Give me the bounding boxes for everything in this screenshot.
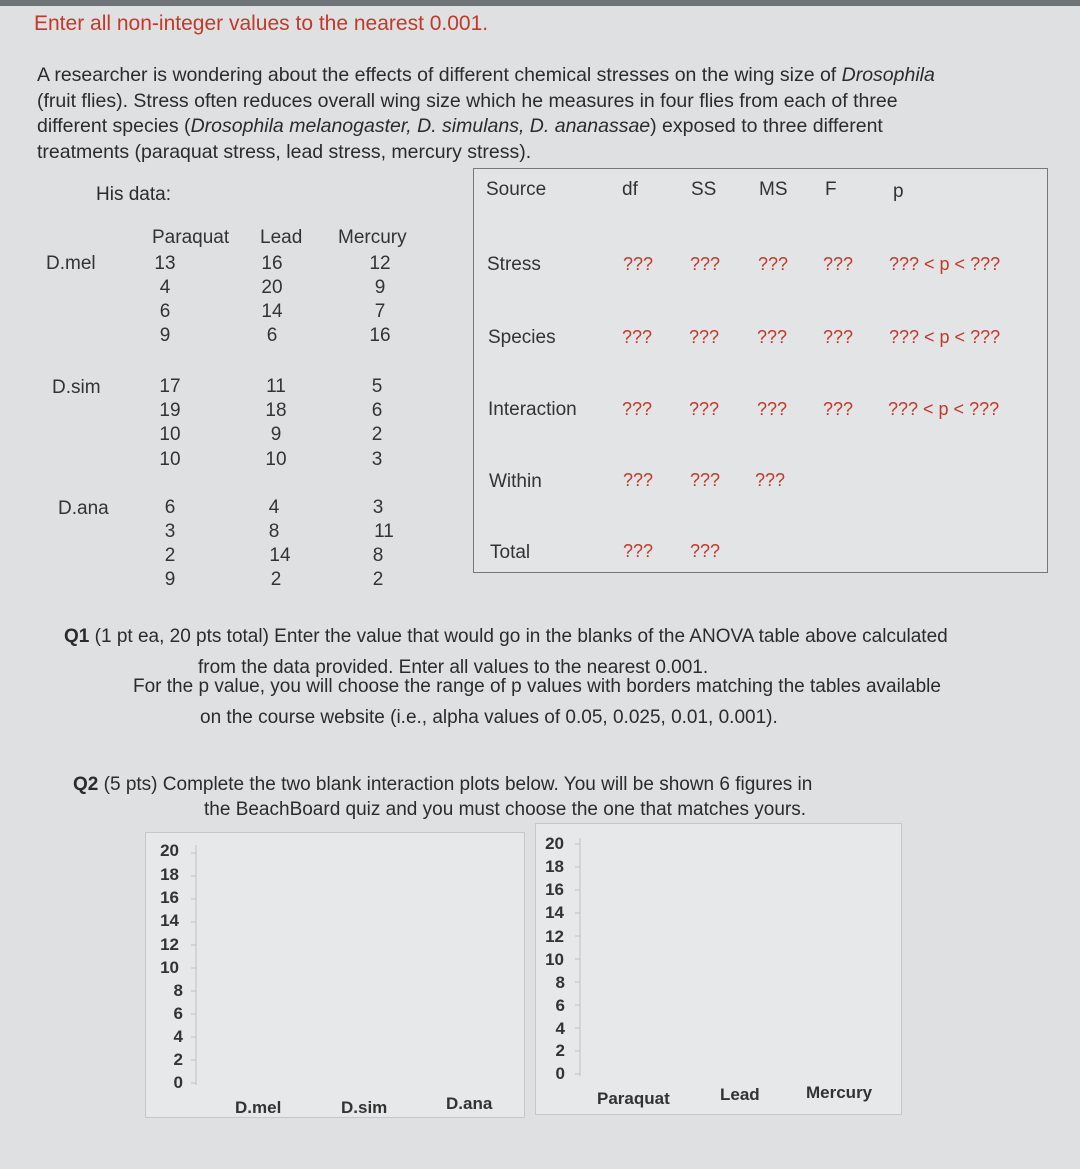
data-cell: 11 [374,521,394,542]
intro-line-4: treatments (paraquat stress, lead stress, mercury stress). [37,140,532,163]
anova-cell-ss: ??? [689,399,720,419]
anova-cell-df: ??? [623,541,654,561]
anova-cell-f: ??? [823,254,854,274]
y-tick-label: 6 [173,1004,183,1023]
anova-header-ms: MS [759,179,788,200]
data-cell: 10 [265,449,287,470]
y-tick-label: 18 [545,857,564,876]
data-cell: 6 [371,400,383,421]
anova-cell-df: ??? [622,399,653,419]
top-border [0,0,1080,6]
data-cell: 10 [159,449,181,470]
anova-cell-df: ??? [623,470,654,490]
x-tick-label: Lead [720,1085,760,1104]
anova-header-df: df [622,179,638,200]
data-cell: 19 [159,400,181,421]
x-tick-label: D.mel [235,1098,282,1117]
data-cell: 11 [266,376,286,397]
interaction-plot-treatment [535,823,902,1115]
q1-line-4: on the course website (i.e., alpha values of 0.05, 0.025, 0.01, 0.001). [200,707,778,728]
y-tick-label: 4 [173,1027,183,1046]
anova-source-total: Total [490,542,531,563]
anova-cell-df: ??? [622,327,653,347]
y-tick-label: 0 [555,1064,565,1083]
y-tick-label: 10 [545,950,564,969]
y-tick-label: 6 [555,996,565,1015]
data-cell: 2 [164,545,176,566]
interaction-plot-species [145,832,525,1118]
y-tick-label: 20 [160,841,179,860]
data-cell: 3 [372,497,384,518]
anova-cell-ss: ??? [689,327,720,347]
anova-header-p: p [893,181,904,202]
intro-line-3: different species (Drosophila melanogaster, D. simulans, D. ananassae) exposed to three different [37,115,883,137]
y-tick-label: 16 [545,880,564,899]
data-label: His data: [96,184,171,205]
y-tick-label: 14 [160,911,179,930]
data-cell: 18 [265,400,287,421]
data-cell: 2 [371,424,383,445]
anova-cell-p: ??? < p < ??? [888,399,1000,419]
data-cell: 4 [268,497,280,518]
data-cell: 7 [374,301,386,322]
anova-source-interaction: Interaction [488,399,577,420]
instruction-text: Enter all non-integer values to the nearest 0.001. [34,12,489,35]
q1-line-1: Q1 (1 pt ea, 20 pts total) Enter the value that would go in the blanks of the ANOVA table above calculated [64,626,948,647]
data-cell: 4 [159,277,171,298]
species-label-dsim: D.sim [52,377,101,398]
species-label-dana: D.ana [58,498,109,519]
anova-header-source: Source [486,179,547,200]
intro-line-2: (fruit flies). Stress often reduces overall wing size which he measures in four flies from each of three [37,89,898,112]
data-cell: 10 [159,424,181,445]
y-tick-label: 16 [160,888,179,907]
anova-cell-ss: ??? [690,254,721,274]
anova-cell-f: ??? [823,327,854,347]
y-tick-label: 14 [545,903,564,922]
anova-cell-f: ??? [823,399,854,419]
q1-line-2: from the data provided. Enter all values to the nearest 0.001. [198,657,709,678]
x-tick-label: Paraquat [597,1089,670,1108]
x-tick-label: D.ana [446,1094,493,1113]
data-cell: 5 [371,376,383,397]
q1-line-3: For the p value, you will choose the range of p values with borders matching the tables available [133,676,941,697]
data-cell: 14 [269,545,291,566]
header-mercury: Mercury [338,227,407,248]
header-lead: Lead [260,227,303,248]
data-cell: 2 [270,569,282,590]
data-cell: 17 [159,376,181,397]
x-tick-label: Mercury [806,1083,873,1102]
y-tick-label: 10 [160,958,179,977]
x-tick-label: D.sim [341,1098,388,1117]
y-tick-label: 0 [173,1073,183,1092]
plot-species-svg [146,833,524,1117]
y-tick-label: 18 [160,865,179,884]
data-cell: 6 [159,301,171,322]
anova-cell-ms: ??? [757,327,788,347]
y-tick-label: 8 [173,981,183,1000]
anova-cell-p: ??? < p < ??? [889,254,1001,274]
data-cell: 13 [154,253,176,274]
species-label-dmel: D.mel [46,253,96,274]
anova-cell-ms: ??? [758,254,789,274]
q2-line-1: Q2 (5 pts) Complete the two blank interaction plots below. You will be shown 6 figures in [73,774,813,795]
y-tick-label: 2 [555,1041,565,1060]
data-cell: 8 [268,521,280,542]
y-tick-label: 12 [160,935,179,954]
y-tick-label: 20 [545,834,564,853]
data-cell: 12 [369,253,391,274]
y-tick-label: 4 [555,1019,565,1038]
anova-source-within: Within [489,471,542,492]
anova-cell-df: ??? [623,254,654,274]
data-cell: 2 [372,569,384,590]
data-cell: 14 [261,301,283,322]
data-cell: 3 [371,449,383,470]
data-cell: 20 [261,277,283,298]
anova-header-ss: SS [691,179,717,200]
y-tick-label: 2 [173,1050,183,1069]
data-cell: 9 [374,277,386,298]
anova-header-f: F [825,179,837,200]
anova-source-species: Species [488,327,556,348]
intro-line-1: A researcher is wondering about the effects of different chemical stresses on the wing size of Drosophila [37,64,935,86]
anova-cell-ss: ??? [690,541,721,561]
data-cell: 6 [164,497,176,518]
data-cell: 8 [372,545,384,566]
data-cell: 3 [164,521,176,542]
intro-paragraph [37,63,935,165]
data-cell: 6 [266,325,278,346]
anova-cell-ms: ??? [757,399,788,419]
anova-table [473,168,1048,573]
anova-cell-p: ??? < p < ??? [889,327,1001,347]
anova-cell-ms: ??? [755,470,786,490]
data-cell: 9 [164,569,176,590]
header-paraquat: Paraquat [152,227,230,248]
y-tick-label: 8 [555,973,565,992]
q2-line-2: the BeachBoard quiz and you must choose the one that matches yours. [204,799,807,820]
data-cell: 9 [270,424,282,445]
anova-cell-ss: ??? [690,470,721,490]
anova-source-stress: Stress [487,254,541,275]
data-cell: 16 [369,325,391,346]
data-cell: 16 [261,253,283,274]
data-cell: 9 [159,325,171,346]
plot-treatment-svg [536,824,901,1114]
y-tick-label: 12 [545,927,564,946]
